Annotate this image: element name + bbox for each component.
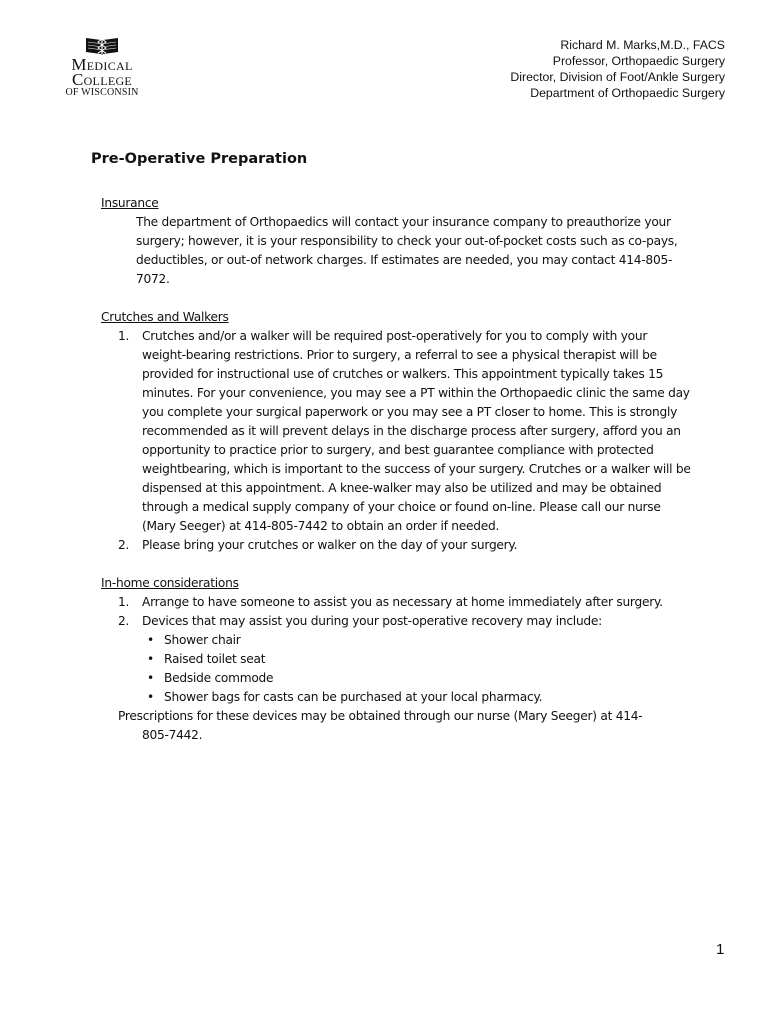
letterhead-title: Professor, Orthopaedic Surgery <box>552 54 725 68</box>
list-item <box>101 612 691 707</box>
document-body <box>101 194 691 745</box>
prescription-line-2: 805-7442. <box>142 728 203 742</box>
list-number: 1. <box>118 329 130 343</box>
medical-college-logo <box>62 32 142 98</box>
device-text: Bedside commode <box>164 671 274 685</box>
bullet-icon: • <box>147 633 154 647</box>
page-title: Pre-Operative Preparation <box>91 151 308 167</box>
logo-line-college: College <box>71 70 133 89</box>
inhome-heading: In-home considerations <box>101 576 239 590</box>
logo-line-wisconsin: OF WISCONSIN <box>65 87 139 98</box>
device-item <box>142 650 691 669</box>
bullet-icon: • <box>147 690 154 704</box>
list-item-text: Devices that may assist you during your post-operative recovery may include: <box>142 614 603 628</box>
crutches-heading: Crutches and Walkers <box>101 310 229 324</box>
insurance-paragraph: The department of Orthopaedics will contact your insurance company to preauthorize your surgery; however, it is your responsibility to check your out-of-pocket costs such as co-pays, deductibles, or out-of network charges. If estimates are needed, you may contact 414-805-7072. <box>136 215 678 286</box>
device-item <box>142 631 691 650</box>
page-number: 1 <box>716 941 725 958</box>
devices-list <box>142 631 691 707</box>
device-text: Shower bags for casts can be purchased at your local pharmacy. <box>164 690 543 704</box>
device-text: Shower chair <box>164 633 241 647</box>
letterhead-department: Department of Orthopaedic Surgery <box>530 86 725 100</box>
device-item <box>142 688 691 707</box>
device-text: Raised toilet seat <box>164 652 266 666</box>
insurance-section <box>101 194 691 289</box>
list-item <box>101 593 691 612</box>
bullet-icon: • <box>147 652 154 666</box>
list-item-text: Crutches and/or a walker will be required post-operatively for you to comply with your weight-bearing restrictions. Prior to surgery, a referral to see a physical therapist will be provided for instructional use of crutches or walkers. This appointment typically takes 15 minutes. For your convenience, you may see a PT within the Orthopaedic clinic the same day you complete your surgical paperwork or you may see a PT closer to home. This is strongly recommended as it will prevent delays in the discharge process after surgery, afford you an opportunity to practice prior to surgery, and best guarantee compliance with protected weightbearing, which is important to the success of your surgery. Crutches or a walker will be dispensed at this appointment. A knee-walker may also be utilized and may be obtained through a medical supply company of your choice or found on-line. Please call our nurse (Mary Seeger) at 414-805-7442 to obtain an order if needed. <box>142 329 691 533</box>
bullet-icon: • <box>147 671 154 685</box>
letterhead <box>510 37 725 101</box>
list-item-text: Arrange to have someone to assist you as necessary at home immediately after surgery. <box>142 595 663 609</box>
list-number: 2. <box>118 538 130 552</box>
crutches-section <box>101 308 691 555</box>
list-item <box>101 327 691 536</box>
list-number: 1. <box>118 595 130 609</box>
prescription-note <box>118 707 691 745</box>
book-caduceus-icon <box>84 32 120 56</box>
list-number: 2. <box>118 614 130 628</box>
letterhead-division: Director, Division of Foot/Ankle Surgery <box>510 70 725 84</box>
crutches-list <box>101 327 691 555</box>
inhome-section <box>101 574 691 745</box>
list-item <box>101 536 691 555</box>
letterhead-name: Richard M. Marks,M.D., FACS <box>560 38 725 52</box>
device-item <box>142 669 691 688</box>
logo-line-medical: Medical <box>71 55 133 74</box>
inhome-list <box>101 593 691 707</box>
list-item-text: Please bring your crutches or walker on the day of your surgery. <box>142 538 518 552</box>
prescription-line-1: Prescriptions for these devices may be obtained through our nurse (Mary Seeger) at 414- <box>118 709 643 723</box>
insurance-heading: Insurance <box>101 196 159 210</box>
